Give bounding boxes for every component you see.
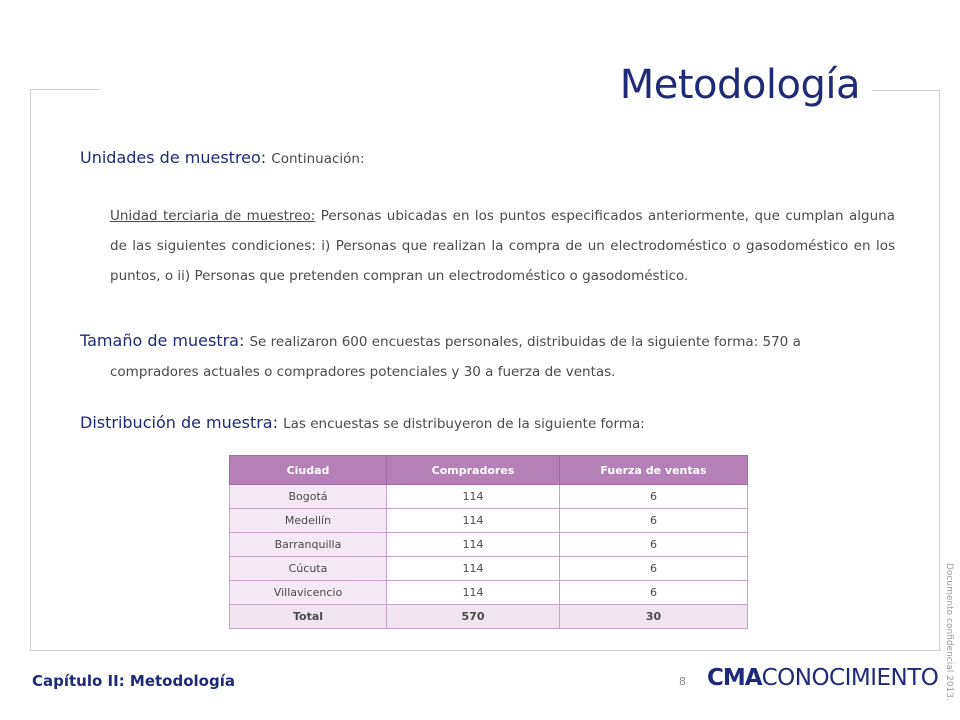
sample-size-text-line2: compradores actuales o compradores potenciales y 30 a fuerza de ventas. (110, 364, 616, 380)
cell-sales-force: 6 (560, 581, 748, 605)
confidential-notice: Documento confidencial 2013. (944, 563, 954, 701)
frame-top-right-line (872, 90, 940, 91)
sample-distribution-heading: Distribución de muestra: (80, 413, 278, 432)
sample-size-text-line1: Se realizaron 600 encuestas personales, distribuidas de la siguiente forma: 570 a (249, 334, 801, 350)
logo-bold-part: CMA (707, 665, 762, 691)
page-title: Metodología (619, 62, 860, 108)
cma-conocimiento-logo (707, 665, 938, 691)
sample-size-heading: Tamaño de muestra: (80, 331, 245, 350)
table-row (230, 509, 748, 533)
cell-sales-force: 6 (560, 485, 748, 509)
tertiary-unit-label: Unidad terciaria de muestreo: (110, 208, 316, 224)
cell-sales-force: 6 (560, 557, 748, 581)
cell-city: Barranquilla (230, 533, 387, 557)
distribution-table (229, 455, 748, 629)
frame-left-line (30, 89, 31, 650)
cell-total-sales-force: 30 (560, 605, 748, 629)
cell-city: Medellín (230, 509, 387, 533)
sampling-units-heading: Unidades de muestreo: (80, 148, 267, 167)
chapter-label: Capítulo II: Metodología (32, 672, 235, 690)
frame-bottom-line (30, 650, 942, 651)
cell-buyers: 114 (387, 533, 560, 557)
frame-top-left-line (30, 89, 100, 90)
cell-buyers: 114 (387, 485, 560, 509)
logo-rest-part: CONOCIMIENTO (761, 665, 939, 691)
cell-buyers: 114 (387, 557, 560, 581)
header-ciudad: Ciudad (230, 456, 387, 485)
table-total-row (230, 605, 748, 629)
cell-city: Cúcuta (230, 557, 387, 581)
sample-distribution-text: Las encuestas se distribuyeron de la siguiente forma: (283, 416, 645, 432)
cell-city: Villavicencio (230, 581, 387, 605)
table-row (230, 533, 748, 557)
cell-sales-force: 6 (560, 533, 748, 557)
cell-buyers: 114 (387, 509, 560, 533)
tertiary-unit-text: Personas ubicadas en los puntos especificados anteriormente, que cumplan alguna de las siguientes condiciones: i) Personas que realizan la compra de un electrodoméstico o gasodoméstico en los puntos, o ii) Personas que pretenden compran un electrodoméstico o gasodoméstico. (110, 208, 895, 284)
cell-sales-force: 6 (560, 509, 748, 533)
sampling-units-section (80, 148, 895, 167)
frame-right-line (939, 90, 940, 651)
sample-size-section (80, 326, 895, 387)
sampling-units-note: Continuación: (271, 151, 365, 167)
table-row (230, 581, 748, 605)
cell-city: Bogotá (230, 485, 387, 509)
header-fuerza-de-ventas: Fuerza de ventas (560, 456, 748, 485)
page-number: 8 (679, 675, 686, 688)
cell-buyers: 114 (387, 581, 560, 605)
tertiary-unit-paragraph (110, 201, 895, 291)
table-row (230, 557, 748, 581)
header-compradores: Compradores (387, 456, 560, 485)
table-row (230, 485, 748, 509)
cell-total-label: Total (230, 605, 387, 629)
sample-distribution-section (80, 413, 895, 432)
cell-total-buyers: 570 (387, 605, 560, 629)
table-header-row (230, 456, 748, 485)
